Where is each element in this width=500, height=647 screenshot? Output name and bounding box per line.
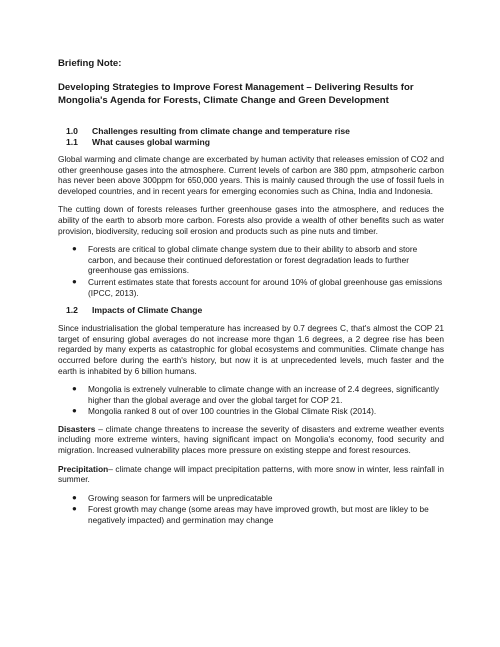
section-number: 1.0 (66, 126, 78, 136)
bullet-icon: ● (72, 384, 77, 394)
list-item: ● Current estimates state that forests account for around 10% of global greenhouse gas emissions (IPCC, 2013). (72, 276, 443, 298)
section-heading-1-1 (58, 137, 444, 148)
bullet-icon: ● (72, 276, 77, 286)
section-heading-1-2 (58, 305, 444, 316)
paragraph-forests: The cutting down of forests releases further greenhouse gases into the atmosphere, and reduces the ability of the earth to absorb more carbon. Forests also provide a wealth of other benefits such as water provision, biodiversity, reducing soil erosion and products such as pine nuts and timber. (58, 204, 444, 236)
document-title: Developing Strategies to Improve Forest Management – Delivering Results for Mongolia's Agenda for Forests, Climate Change and Green Development (58, 82, 414, 106)
paragraph-precipitation (58, 464, 444, 485)
bullet-list-forests (58, 244, 444, 298)
section-title: Challenges resulting from climate change and temperature rise (92, 126, 350, 136)
document-body (58, 58, 444, 533)
list-item: ● Mongolia is extrenely vulnerable to climate change with an increase of 2.4 degrees, significantly higher than the global average and over the global target for COP 21. (72, 384, 439, 405)
section-number: 1.1 (66, 137, 78, 147)
section-title: What causes global warming (92, 137, 210, 147)
list-item: ● Forest growth may change (some areas may have improved growth, but most are likley to be negatively impacted) and germination may change (72, 504, 429, 526)
disasters-label: Disasters (58, 423, 96, 434)
bullet-icon: ● (72, 406, 77, 416)
bullet-list-mongolia (58, 384, 444, 417)
paragraph-global-warming: Global warming and climate change are excerbated by human activity that releases emission of CO2 and other greenhouse gases into the atmosphere. Current levels of carbon are 380 ppm, atmpsoheric carbon has never been above 300ppm for 650,000 years. This is mainly caused through the use of fossil fuels in developed countries, and in recent years for emerging economies such as China, India and Indonesia. (58, 154, 444, 196)
section-number: 1.2 (66, 305, 78, 316)
section-title: Impacts of Climate Change (92, 305, 203, 316)
paragraph-disasters (58, 424, 444, 456)
paragraph-impacts: Since industrialisation the global temperature has increased by 0.7 degrees C, that's almost the COP 21 target of ensuring global averages do not increase more thgan 1.6 degrees, a 2 degree rise has been regarded by many experts as catastrophic for global ecosystems and communities. Climate change has occurred before during the earth's history, but now it is at unprecedented levels, much faster and the earth is inhabited by 6 billion humans. (58, 323, 444, 376)
bullet-icon: ● (72, 244, 77, 254)
list-item: ● Forests are critical to global climate change system due to their ability to absorb and store carbon, and because their continued deforestation or forest degradation leads to further greenhouse gas emissions. (72, 244, 418, 276)
bullet-list-precipitation (58, 493, 444, 526)
bullet-icon: ● (72, 504, 77, 514)
precipitation-text: – climate change will impact precipitation patterns, with more snow in winter, less rainfall in summer. (58, 463, 444, 485)
precipitation-label: Precipitation (58, 463, 109, 474)
list-item: ● Growing season for farmers will be unpredicatable (72, 492, 273, 503)
bullet-icon: ● (72, 492, 77, 502)
list-item: ● Mongolia ranked 8 out of over 100 countries in the Global Climate Risk (2014). (72, 406, 377, 417)
briefing-note-label: Briefing Note: (58, 58, 122, 69)
disasters-text: – climate change threatens to increase the severity of disasters and extreme weather events including more extreme winters, having significant impact on Mongolia's economy, food security and migration. Increased vulnerability places more pressure on existing steppe and forest resources. (58, 423, 444, 456)
section-heading-1-0 (58, 126, 444, 137)
